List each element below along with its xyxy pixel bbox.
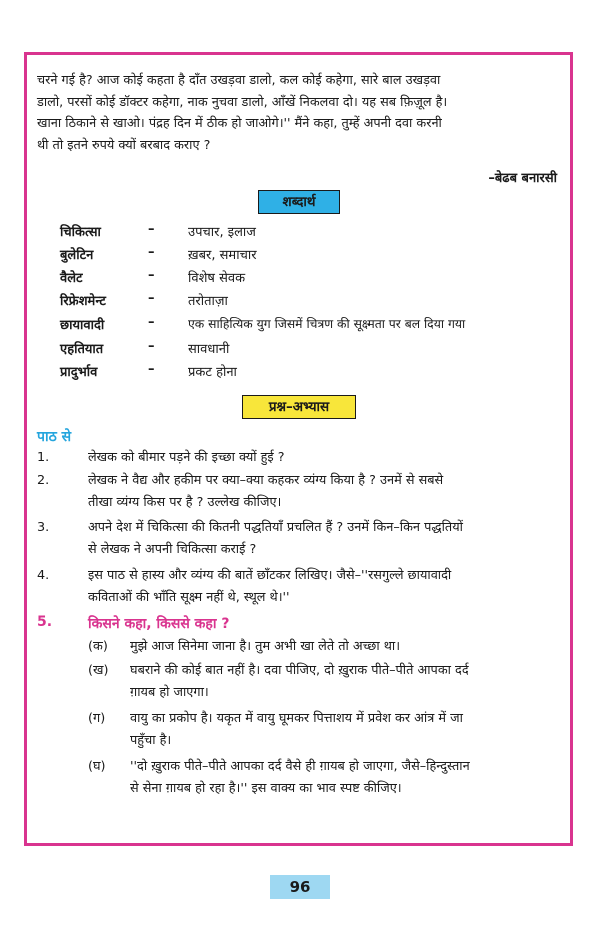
sub-question-label: (ग) xyxy=(88,711,106,726)
passage-line: चरने गई है? आज कोई कहता है दाँत उखड़वा डालो, कल कोई कहेगा, सारे बाल उखड़वा xyxy=(37,73,441,88)
question-item xyxy=(0,447,600,469)
question-text xyxy=(88,517,561,560)
glossary-dash: – xyxy=(148,315,155,330)
glossary-term: बुलेटिन xyxy=(60,248,94,263)
sub-question-text xyxy=(130,708,562,751)
question-number: 5. xyxy=(37,614,53,630)
glossary-dash: – xyxy=(148,222,155,237)
sub-question-text xyxy=(130,660,562,703)
question-text xyxy=(88,447,561,469)
question-number: 4. xyxy=(37,568,50,583)
sub-question xyxy=(0,756,600,800)
glossary-term: रिफ्रेशमेन्ट xyxy=(60,294,106,309)
glossary-meaning: विशेष सेवक xyxy=(188,271,246,286)
sub-question xyxy=(0,660,600,704)
glossary-meaning: उपचार, इलाज xyxy=(188,225,256,240)
sub-question xyxy=(0,708,600,752)
sub-question-label: (क) xyxy=(88,639,108,654)
sub-question-text xyxy=(130,756,562,799)
question-title: किसने कहा, किससे कहा ? xyxy=(88,616,230,632)
question-text xyxy=(88,470,561,513)
section-title: पाठ से xyxy=(37,429,72,445)
glossary-dash: – xyxy=(148,362,155,377)
sub-question-line: घबराने की कोई बात नहीं है। दवा पीजिए, दो ख़ुराक पीते–पीते आपका दर्द xyxy=(130,663,469,678)
sub-question-label: (ख) xyxy=(88,663,109,678)
question-item xyxy=(0,517,600,561)
sub-question-line: वायु का प्रकोप है। यकृत में वायु घूमकर पित्ताशय में प्रवेश कर आंत्र में जा xyxy=(130,711,463,726)
question-item xyxy=(0,470,600,514)
question-number: 1. xyxy=(37,450,50,465)
passage-line: थी तो इतने रुपये क्यों बरबाद कराए ? xyxy=(37,137,211,153)
sub-question-label: (घ) xyxy=(88,759,106,774)
question-line: से लेखक ने अपनी चिकित्सा कराई ? xyxy=(88,541,257,557)
glossary-term: एहतियात xyxy=(60,342,104,357)
glossary-dash: – xyxy=(148,245,155,260)
exercises-heading: प्रश्न–अभ्यास xyxy=(242,395,356,419)
sub-question-line: पहुँचा है। xyxy=(130,732,172,748)
glossary-dash: – xyxy=(148,339,155,354)
glossary-term: छायावादी xyxy=(60,318,105,333)
glossary-meaning: प्रकट होना xyxy=(188,365,237,380)
question-line: अपने देश में चिकित्सा की कितनी पद्धतियाँ प्रचलित हैं ? उनमें किन–किन पद्धतियों xyxy=(88,520,463,535)
question-line: कविताओं की भाँति सूक्ष्म नहीं थे, स्थूल थे।'' xyxy=(88,589,290,605)
glossary-dash: – xyxy=(148,268,155,283)
question-number: 2. xyxy=(37,473,50,488)
glossary-dash: – xyxy=(148,291,155,306)
glossary-term: चिकित्सा xyxy=(60,225,101,240)
sub-question-text xyxy=(130,636,562,658)
sub-question-line: मुझे आज सिनेमा जाना है। तुम अभी खा लेते तो अच्छा था। xyxy=(130,639,401,654)
glossary-meaning: सावधानी xyxy=(188,342,230,357)
sub-question-line: से सेना ग़ायब हो रहा है।'' इस वाक्य का भाव स्पष्ट कीजिए। xyxy=(130,780,402,796)
glossary-meaning: तरोताज़ा xyxy=(188,294,228,309)
sub-question xyxy=(0,636,600,658)
glossary-term: वैलेट xyxy=(60,271,83,286)
question-text xyxy=(88,565,561,608)
page-number: 96 xyxy=(270,875,330,899)
passage-text xyxy=(37,70,562,156)
question-line: तीखा व्यंग्य किस पर है ? उल्लेख कीजिए। xyxy=(88,494,282,510)
glossary-term: प्रादुर्भाव xyxy=(60,365,98,380)
question-line: लेखक को बीमार पड़ने की इच्छा क्यों हुई ? xyxy=(88,450,285,465)
question-number: 3. xyxy=(37,520,50,535)
question-line: इस पाठ से हास्य और व्यंग्य की बातें छाँटकर लिखिए। जैसे–''रसगुल्ले छायावादी xyxy=(88,568,452,583)
passage-line: खाना ठिकाने से खाओ। पंद्रह दिन में ठीक हो जाओगे।'' मैंने कहा, तुम्हें अपनी दवा करनी xyxy=(37,116,442,131)
glossary-heading: शब्दार्थ xyxy=(258,190,340,214)
glossary-meaning: ख़बर, समाचार xyxy=(188,248,257,263)
question-line: लेखक ने वैद्य और हकीम पर क्या–क्या कहकर व्यंग्य किया है ? उनमें से सबसे xyxy=(88,473,444,488)
question-item xyxy=(0,565,600,609)
passage-line: डालो, परसों कोई डॉक्टर कहेगा, नाक नुचवा डालो, आँखें निकलवा दो। यह सब फ़िज़ूल है। xyxy=(37,94,448,110)
glossary-meaning: एक साहित्यिक युग जिसमें चित्रण की सूक्ष्मता पर बल दिया गया xyxy=(188,317,466,331)
sub-question-line: ''दो ख़ुराक पीते–पीते आपका दर्द वैसे ही ग़ायब हो जाएगा, जैसे–हिन्दुस्तान xyxy=(130,759,470,774)
author-signature: –बेढब बनारसी xyxy=(488,171,557,186)
sub-question-line: ग़ायब हो जाएगा। xyxy=(130,684,209,700)
